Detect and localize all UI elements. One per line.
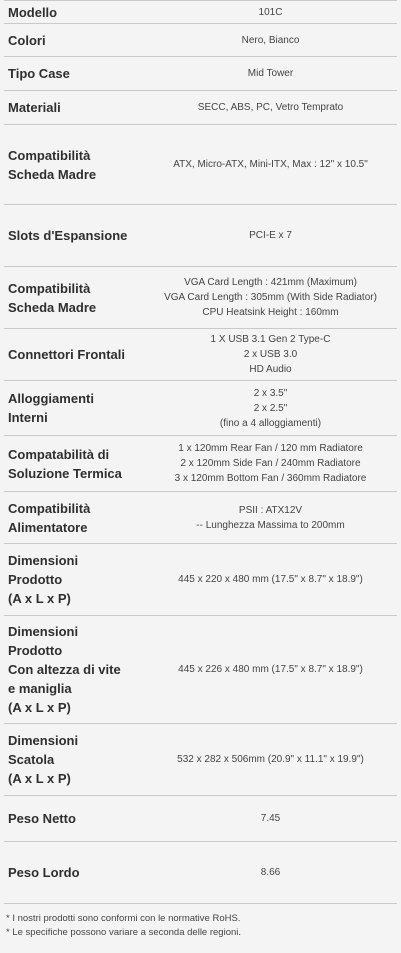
spec-label: Compatibilità Scheda Madre xyxy=(8,147,97,182)
spec-label: Peso Netto xyxy=(8,811,76,826)
spec-row xyxy=(4,91,397,125)
spec-row xyxy=(4,0,397,24)
spec-label: Peso Lordo xyxy=(8,865,80,880)
spec-row xyxy=(4,724,397,796)
spec-row xyxy=(4,24,397,57)
spec-row xyxy=(4,492,397,544)
spec-label: Compatibilità Scheda Madre xyxy=(8,280,97,315)
spec-row xyxy=(4,329,397,381)
spec-value: VGA Card Length : 421mm (Maximum) VGA Card Length : 305mm (With Side Radiator) CPU Heatsink Height : 160mm xyxy=(164,277,377,318)
spec-row xyxy=(4,544,397,616)
spec-value: Nero, Bianco xyxy=(241,34,300,46)
spec-label: Modello xyxy=(8,4,58,20)
spec-row xyxy=(4,125,397,205)
spec-row xyxy=(4,57,397,91)
spec-row xyxy=(4,796,397,842)
spec-value: Mid Tower xyxy=(247,68,294,79)
spec-value: PCI-E x 7 xyxy=(249,230,292,241)
spec-row xyxy=(4,436,397,492)
spec-row xyxy=(4,381,397,436)
spec-value: 445 x 220 x 480 mm (17.5" x 8.7" x 18.9") xyxy=(178,574,363,585)
spec-row xyxy=(4,842,397,904)
spec-label: Compatibilità Alimentatore xyxy=(8,500,91,535)
spec-row xyxy=(4,267,397,329)
spec-label: Materiali xyxy=(8,100,61,115)
spec-label: Colori xyxy=(8,32,46,48)
spec-value: 1 x 120mm Rear Fan / 120 mm Radiatore 2 x 120mm Side Fan / 240mm Radiatore 3 x 120mm Bottom Fan / 360mm Radiatore xyxy=(174,443,367,484)
spec-label: Tipo Case xyxy=(8,66,70,81)
spec-value: SECC, ABS, PC, Vetro Temprato xyxy=(197,102,344,113)
spec-label: Compatabilità di Soluzione Termica xyxy=(8,446,122,481)
spec-table xyxy=(4,0,397,904)
spec-label: Alloggiamenti Interni xyxy=(8,391,94,425)
footnotes xyxy=(6,912,401,940)
spec-value: 2 x 3.5" 2 x 2.5" (fino a 4 alloggiamenti) xyxy=(219,387,322,429)
spec-value: 445 x 226 x 480 mm (17.5" x 8.7" x 18.9") xyxy=(178,664,363,675)
spec-label: Dimensioni Prodotto (A x L x P) xyxy=(8,553,79,606)
spec-value: 8.66 xyxy=(260,867,281,878)
spec-value: 101C xyxy=(258,6,283,18)
footnote: * Le specifiche possono variare a seconda delle regioni. xyxy=(6,927,242,938)
spec-row xyxy=(4,616,397,724)
spec-row xyxy=(4,205,397,267)
spec-value: PSII : ATX12V -- Lunghezza Massima to 200mm xyxy=(196,504,345,531)
spec-label: Dimensioni Prodotto Con altezza di vite e maniglia (A x L x P) xyxy=(8,624,121,715)
footnote: * I nostri prodotti sono conformi con le normative RoHS. xyxy=(6,913,241,924)
spec-label: Connettori Frontali xyxy=(8,347,125,362)
spec-value: 7.45 xyxy=(260,813,281,824)
spec-label: Dimensioni Scatola (A x L x P) xyxy=(8,733,79,786)
spec-value: ATX, Micro-ATX, Mini-ITX, Max : 12" x 10.5" xyxy=(173,159,368,170)
spec-label: Slots d'Espansione xyxy=(8,228,128,243)
spec-value: 532 x 282 x 506mm (20.9" x 11.1" x 19.9") xyxy=(177,754,364,765)
spec-value: 1 X USB 3.1 Gen 2 Type-C 2 x USB 3.0 HD Audio xyxy=(210,334,331,375)
